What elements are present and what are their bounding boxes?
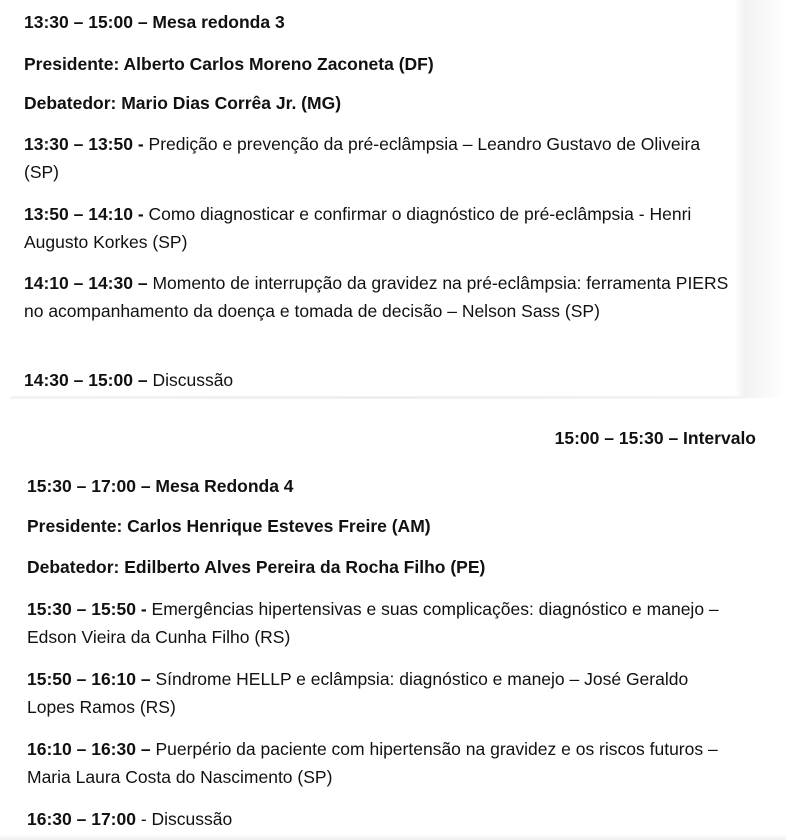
talk-time: 14:10 – 14:30 – [24, 273, 148, 293]
talk-time: 15:50 – 16:10 – [27, 669, 151, 689]
talk-time: 16:30 – 17:00 [27, 809, 136, 829]
talk-time: 16:10 – 16:30 – [27, 739, 151, 759]
talk-item [24, 269, 736, 325]
talk-text: Momento de interrupção da gravidez na pré-eclâmpsia: ferramenta PIERS no acompanhamento da doença e tomada de decisão – Nelson Sass (SP) [24, 273, 729, 321]
talk-item [24, 130, 736, 186]
session-3-title: 13:30 – 15:00 – Mesa redonda 3 [24, 12, 285, 32]
session-4-block [0, 399, 786, 840]
talk-time: 13:50 – 14:10 - [24, 204, 144, 224]
session-4-title: 15:30 – 17:00 – Mesa Redonda 4 [27, 476, 294, 496]
talk-text: Puerpério da paciente com hipertensão na gravidez e os riscos futuros – Maria Laura Costa do Nascimento (SP) [27, 739, 718, 787]
talk-time: 15:30 – 15:50 - [27, 599, 147, 619]
talk-text: Discussão [147, 370, 234, 390]
interval-label: 15:00 – 15:30 – Intervalo [554, 428, 756, 448]
bottom-edge-shadow [0, 834, 786, 840]
talk-text: Como diagnosticar e confirmar o diagnóstico de pré-eclâmpsia - Henri Augusto Korkes (SP) [24, 204, 692, 252]
talk-item [24, 200, 736, 256]
talk-item [24, 366, 736, 394]
talk-item [27, 805, 739, 833]
talk-time: 14:30 – 15:00 – [24, 370, 148, 390]
talk-item [27, 595, 739, 651]
talk-item [27, 735, 739, 791]
session-3-president: Presidente: Alberto Carlos Moreno Zaconeta (DF) [24, 54, 434, 74]
talk-text: Emergências hipertensivas e suas complicações: diagnóstico e manejo – Edson Vieira da Cunha Filho (RS) [27, 599, 719, 647]
session-3-debater: Debatedor: Mario Dias Corrêa Jr. (MG) [24, 93, 342, 113]
talk-item [27, 665, 739, 721]
session-3-block [0, 0, 786, 398]
talk-text: Síndrome HELLP e eclâmpsia: diagnóstico e manejo – José Geraldo Lopes Ramos (RS) [27, 669, 689, 717]
talk-text: - Discussão [135, 809, 233, 829]
talk-time: 13:30 – 13:50 - [24, 134, 144, 154]
session-4-debater: Debatedor: Edilberto Alves Pereira da Rocha Filho (PE) [27, 557, 486, 577]
session-4-president: Presidente: Carlos Henrique Esteves Freire (AM) [27, 516, 431, 536]
talk-text: Predição e prevenção da pré-eclâmpsia – Leandro Gustavo de Oliveira (SP) [24, 134, 701, 182]
